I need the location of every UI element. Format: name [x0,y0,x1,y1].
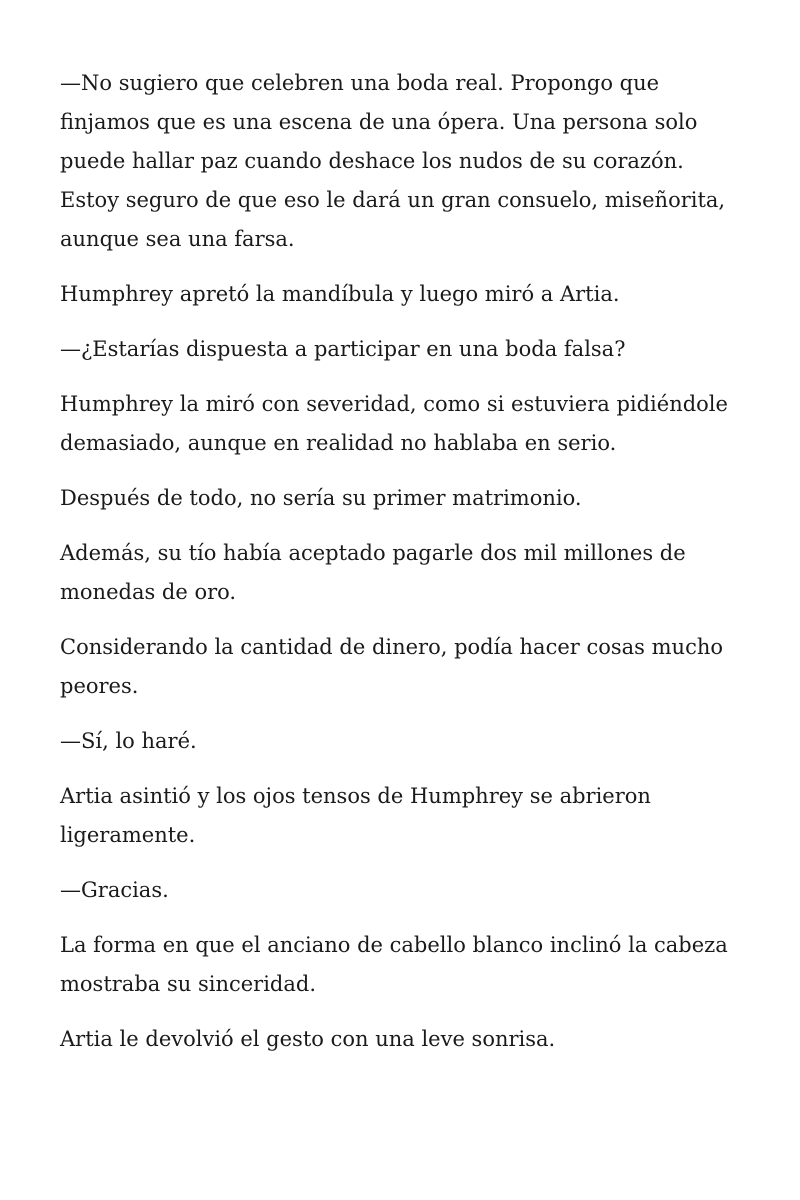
paragraph: Humphrey apretó la mandíbula y luego miró a Artia. [60,282,620,306]
paragraph: Artia asintió y los ojos tensos de Humphrey se abrieron ligeramente. [60,784,651,847]
paragraph: Además, su tío había aceptado pagarle dos mil millones de monedas de oro. [60,541,686,604]
paragraph: —¿Estarías dispuesta a participar en una boda falsa? [60,337,626,361]
paragraph: Después de todo, no sería su primer matrimonio. [60,486,582,510]
paragraph: Considerando la cantidad de dinero, podía hacer cosas mucho peores. [60,635,723,698]
paragraph: Artia le devolvió el gesto con una leve sonrisa. [60,1027,556,1051]
paragraph: Humphrey la miró con severidad, como si estuviera pidiéndole demasiado, aunque en realidad no hablaba en serio. [60,392,728,455]
paragraph: —Gracias. [60,878,169,902]
reader-page [60,64,740,1075]
paragraph: —No sugiero que celebren una boda real. Propongo que finjamos que es una escena de una ópera. Una persona solo puede hallar paz cuando deshace los nudos de su corazón. Estoy seguro de que eso le dará un gran consuelo, miseñorita, aunque sea una farsa. [60,71,726,251]
paragraph: La forma en que el anciano de cabello blanco inclinó la cabeza mostraba su sinceridad. [60,933,728,996]
paragraph: —Sí, lo haré. [60,729,197,753]
